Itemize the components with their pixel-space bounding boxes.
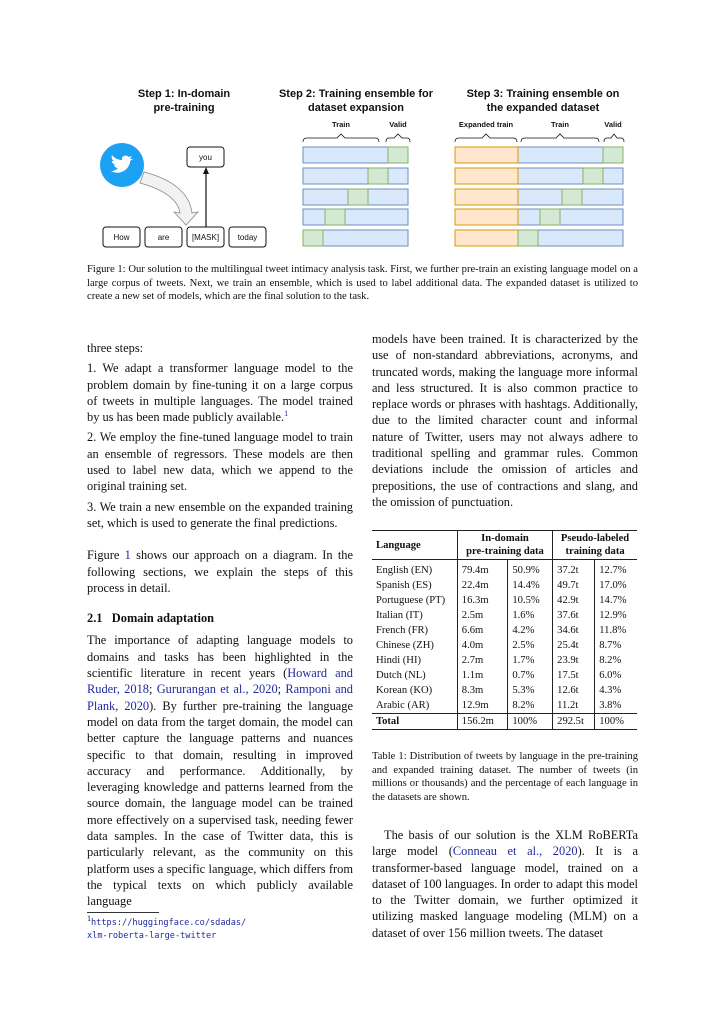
- table-cell: 1.1m: [457, 668, 508, 683]
- table-cell: 14.7%: [599, 595, 627, 606]
- text: The importance of adapting language models to domains and tasks has been highlighted in the scientific literature in recent years (: [87, 633, 353, 681]
- table-row: [372, 653, 637, 668]
- step-item-1-text: 1. We adapt a transformer language model to the problem domain by fine-tuning it on a large corpus of tweets in multiple languages. The model trained by us has been made publicly available.: [87, 361, 353, 425]
- table-cell: 5.3%: [508, 683, 553, 698]
- expanded-train-label: Expanded train: [458, 120, 514, 129]
- table-cell: 37.2t: [553, 560, 595, 579]
- table-cell: 11.8%: [599, 625, 627, 636]
- table-cell: 10.5%: [508, 593, 553, 608]
- table-cell: 42.9t: [553, 593, 595, 608]
- table-cell: 4.2%: [508, 623, 553, 638]
- figure-1-diagram: [0, 0, 724, 260]
- table-cell: 8.3m: [457, 683, 508, 698]
- figure-caption: Figure 1: Our solution to the multilingual tweet intimacy analysis task. First, we further pre-train an existing language model on a large corpus of tweets. Next, we train an ensemble, which is used to label additional data. The expanded dataset is utilized to create a new set of models, which are the final solution to the task.: [87, 264, 638, 303]
- table-row: [372, 698, 637, 714]
- citation-link[interactable]: Conneau et al., 2020: [452, 844, 578, 859]
- train-fold-bar: [518, 168, 623, 184]
- citation-link[interactable]: Gururangan et al., 2020: [156, 682, 278, 697]
- table-cell: Dutch (NL): [372, 668, 457, 683]
- valid-fold-segment: [303, 230, 323, 246]
- table-cell: 292.5t: [553, 714, 595, 730]
- figure-1-link[interactable]: 1: [124, 548, 131, 563]
- table-cell: 12.7%: [599, 565, 627, 576]
- step-item-1: [87, 360, 353, 425]
- table-cell: 8.7%: [599, 640, 622, 651]
- table-row: [372, 668, 637, 683]
- figure-reference-paragraph: [87, 547, 353, 596]
- table-row: [372, 560, 637, 579]
- table-cell: 49.7t: [553, 578, 595, 593]
- left-column: [87, 340, 353, 910]
- table-cell: 25.4t: [553, 638, 595, 653]
- intro-text: three steps:: [87, 341, 144, 355]
- expanded-train-segment: [455, 230, 518, 246]
- expanded-train-segment: [455, 168, 518, 184]
- table-cell: 8.2%: [508, 698, 553, 714]
- table-cell: 79.4m: [457, 560, 508, 579]
- footnote-url-link[interactable]: https://huggingface.co/sdadas/: [91, 918, 247, 928]
- token: today: [237, 233, 258, 242]
- step1-title: Step 1: In-domain: [137, 88, 231, 100]
- step2-title: dataset expansion: [308, 102, 404, 114]
- table-row: [372, 578, 637, 593]
- table-cell: 1.7%: [508, 653, 553, 668]
- header-language: Language: [372, 531, 457, 560]
- twitter-bird-icon: [100, 143, 144, 187]
- table-cell: Portuguese (PT): [372, 593, 457, 608]
- expanded-train-segment: [455, 147, 518, 163]
- right-column-paragraph: [372, 331, 638, 510]
- header-indomain: In-domain pre-training data: [457, 531, 552, 560]
- table-cell: 6.0%: [599, 670, 622, 681]
- text: Figure: [87, 548, 125, 563]
- expanded-train-segment: [455, 189, 518, 205]
- table-cell: 2.5%: [508, 638, 553, 653]
- section-title: Domain adaptation: [111, 611, 215, 626]
- step-item-3: 3. We train a new ensemble on the expanded training set, which is used to generate the final predictions.: [87, 499, 353, 530]
- header-pseudo: Pseudo-labeled training data: [560, 533, 630, 557]
- domain-adaptation-paragraph: [87, 632, 353, 909]
- valid-fold-segment: [603, 147, 623, 163]
- train-fold-bar: [518, 209, 623, 225]
- table-row: [372, 683, 637, 698]
- table-row: [372, 623, 637, 638]
- table-cell: 2.5m: [457, 608, 508, 623]
- step1-title: pre-training: [153, 102, 215, 114]
- table-cell: 0.7%: [508, 668, 553, 683]
- table-cell: 22.4m: [457, 578, 508, 593]
- table-row: [372, 638, 637, 653]
- predicted-token: you: [199, 153, 212, 162]
- valid-fold-segment: [518, 230, 538, 246]
- train-fold-bar: [303, 209, 408, 225]
- valid-fold-segment: [388, 147, 408, 163]
- table-cell: English (EN): [372, 560, 457, 579]
- footnote-url-link[interactable]: xlm-roberta-large-twitter: [87, 930, 217, 941]
- step-item-2: 2. We employ the fine-tuned language model to train an ensemble of regressors. These models are then used to label new data, which we append to the original training set.: [87, 430, 353, 494]
- twitter-language-paragraph: models have been trained. It is characterized by the use of non-standard abbreviations, acronyms, and truncated words, making the language more informal and less structured. It is also common practice to replace words or phrases with hashtags. Additionally, due to the limited character count and informal nature of Twitter, users may not always adhere to traditional spelling and grammar rules. Common deviations include the omission of articles and prepositions, the use of contractions and slang, and the omission of punctuation.: [372, 332, 638, 509]
- text: shows our approach on a diagram. In the following sections, we explain the steps of this process in detail.: [87, 548, 354, 595]
- section-heading: [87, 610, 353, 626]
- table-cell: 4.0m: [457, 638, 508, 653]
- table-cell: Total: [372, 714, 457, 730]
- table-cell: 100%: [508, 714, 553, 730]
- text: ). It is a transformer-based language model, trained on a dataset of 100 languages. In order to adapt this model to the Twitter domain, we further optimized it utilizing masked language modeling (MLM) on a dataset of over 156 million tweets. The dataset: [372, 844, 638, 940]
- table-cell: Italian (IT): [372, 608, 457, 623]
- section-number: 2.1: [87, 611, 103, 626]
- expanded-train-segment: [455, 209, 518, 225]
- table-cell: 8.2%: [599, 655, 622, 666]
- table-cell: Chinese (ZH): [372, 638, 457, 653]
- valid-label: Valid: [389, 120, 407, 129]
- table-cell: Spanish (ES): [372, 578, 457, 593]
- table-cell: 12.9%: [599, 610, 627, 621]
- table-cell: 1.6%: [508, 608, 553, 623]
- text: ;: [148, 682, 157, 697]
- table-row: [372, 593, 637, 608]
- text: ;: [277, 682, 286, 697]
- valid-fold-segment: [368, 168, 388, 184]
- table-cell: 17.5t: [553, 668, 595, 683]
- table-cell: 100%: [599, 716, 624, 727]
- table-cell: 14.4%: [508, 578, 553, 593]
- train-fold-bar: [303, 168, 408, 184]
- final-paragraph: [372, 827, 638, 941]
- valid-label: Valid: [604, 120, 622, 129]
- table-cell: 3.8%: [599, 700, 622, 711]
- valid-fold-segment: [583, 168, 603, 184]
- citation-link[interactable]: Howard and Ruder, 2018: [87, 666, 353, 697]
- valid-fold-segment: [348, 189, 368, 205]
- step2-title: Step 2: Training ensemble for: [278, 88, 434, 100]
- footnote-mark: 1: [87, 914, 91, 924]
- table-total-row: [372, 714, 637, 730]
- table-cell: 2.7m: [457, 653, 508, 668]
- valid-fold-segment: [325, 209, 345, 225]
- table-cell: Korean (KO): [372, 683, 457, 698]
- train-label: Train: [551, 120, 569, 129]
- table-cell: 16.3m: [457, 593, 508, 608]
- table-cell: 12.9m: [457, 698, 508, 714]
- token: How: [113, 233, 130, 242]
- text: The basis of our solution is the XLM RoBERTa large model (: [372, 828, 638, 859]
- valid-fold-segment: [540, 209, 560, 225]
- table-cell: 4.3%: [599, 685, 622, 696]
- table-cell: 34.6t: [553, 623, 595, 638]
- step3-title: Step 3: Training ensemble on: [466, 88, 620, 100]
- table-cell: Arabic (AR): [372, 698, 457, 714]
- table-cell: 50.9%: [508, 560, 553, 579]
- table-cell: French (FR): [372, 623, 457, 638]
- train-label: Train: [332, 120, 350, 129]
- table-row: [372, 608, 637, 623]
- table-cell: Hindi (HI): [372, 653, 457, 668]
- citation-link[interactable]: Ramponi and Plank, 2020: [87, 682, 354, 713]
- text: ). By further pre-training the language model on data from the target domain, the model can better capture the language patterns and nuances specific to that domain, resulting in improved accuracy and performance. Additionally, by leveraging knowledge and patterns learned from the source domain, the language model can be trained more effectively on a supervised task, needing fewer data samples. In the case of Twitter data, this is particularly relevant, as the community on this platform uses a specific language, which differs from the typical texts on which publicly available language: [87, 698, 354, 909]
- table-cell: 11.2t: [553, 698, 595, 714]
- token: are: [157, 233, 170, 242]
- token-mask: [MASK]: [191, 233, 220, 242]
- table-cell: 17.0%: [599, 580, 627, 591]
- footnote: [87, 912, 246, 942]
- valid-fold-segment: [562, 189, 582, 205]
- footnote-divider: [87, 912, 159, 913]
- table-1: [372, 530, 637, 730]
- table-cell: 6.6m: [457, 623, 508, 638]
- step3-title: the expanded dataset: [486, 102, 600, 114]
- curved-arrow-icon: [140, 172, 198, 225]
- footnote-ref-1[interactable]: 1: [284, 409, 289, 419]
- table-cell: 156.2m: [457, 714, 508, 730]
- table-caption: Table 1: Distribution of tweets by language in the pre-training and expanded training dataset. The number of tweets (in millions or thousands) and the percentage of each language in the datasets are shown.: [372, 751, 638, 803]
- table-cell: 23.9t: [553, 653, 595, 668]
- table-cell: 12.6t: [553, 683, 595, 698]
- table-cell: 37.6t: [553, 608, 595, 623]
